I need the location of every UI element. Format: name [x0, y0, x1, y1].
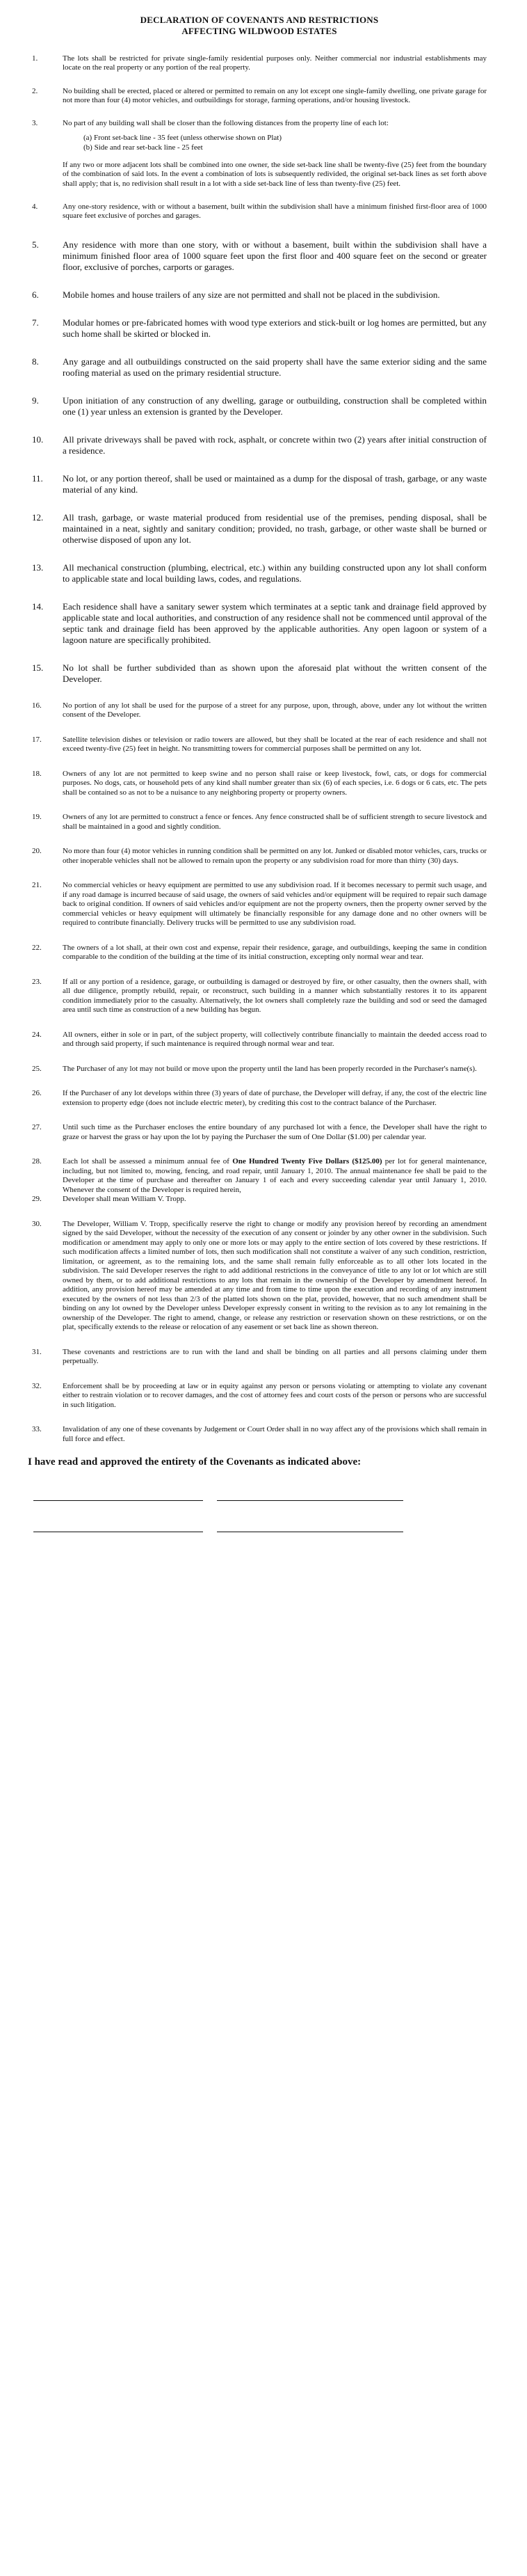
covenant-item	[32, 473, 487, 495]
covenant-item	[32, 1123, 487, 1142]
covenant-item	[32, 356, 487, 379]
covenant-body: Owners of any lot are not permitted to keep swine and no person shall raise or keep livestock, fowl, cats, or dogs for commercial purposes. No dogs, cats, or household pets of any kind shall number greater than six (6) of each species, i.e. 6 dogs or 6 cats, etc. The pets shall be contained so as not to be a nuisance to any neighboring property or property owners.	[63, 769, 487, 797]
covenant-text	[63, 1220, 487, 1333]
covenant-text	[63, 119, 487, 189]
covenant-number: 6.	[32, 289, 39, 300]
covenant-body: No more than four (4) motor vehicles in running condition shall be permitted on any lot. Junked or disabled motor vehicles, cars, trucks or other inoperable vehicles shall not be allowed to remain upon the property or any subdivision road for more than thirty (30) days.	[63, 847, 487, 865]
covenant-number: 25.	[32, 1064, 42, 1073]
covenant-text	[63, 434, 487, 456]
covenant-number: 16.	[32, 701, 42, 710]
covenant-text	[63, 1195, 487, 1204]
covenant-text	[63, 601, 487, 646]
covenant-number: 18.	[32, 769, 42, 778]
covenant-item	[32, 1157, 487, 1195]
covenant-item	[32, 601, 487, 646]
covenant-number: 26.	[32, 1089, 42, 1098]
covenant-item	[32, 562, 487, 585]
signature-line[interactable]	[33, 1500, 203, 1501]
covenant-text	[63, 87, 487, 106]
covenant-body: No lot shall be further subdivided than as shown upon the aforesaid plat without the written consent of the Developer.	[63, 662, 487, 684]
covenant-number: 29.	[32, 1195, 42, 1204]
covenant-text	[63, 356, 487, 379]
covenant-number: 22.	[32, 943, 42, 952]
covenant-body: Any residence with more than one story, with or without a basement, built within the subdivision shall have a minimum finished floor area of 1000 square feet upon the first floor and 400 square feet on the second or greater floor, exclusive of porches, carports or garages.	[63, 239, 487, 272]
covenant-item	[32, 736, 487, 754]
fee-text-before: Each lot shall be assessed a minimum annual fee of	[63, 1157, 233, 1166]
covenant-text	[63, 395, 487, 418]
fee-text-after: per lot for general maintenance, including, but not limited to, mowing, fencing, and road repair, until January 1, 2010. The annual maintenance fee shall be paid to the Developer at the time of purchase and thereafter on January 1 of each and every succeeding calendar year until January 1, 2010. Whenever the consent of the Developer is required herein,	[63, 1157, 487, 1194]
covenant-text	[63, 317, 487, 340]
covenant-item	[32, 662, 487, 685]
covenant-body: Any garage and all outbuildings constructed on the said property shall have the same exterior siding and the same roofing material as used on the primary residential structure.	[63, 356, 487, 378]
covenant-text	[63, 1348, 487, 1367]
covenant-body: Until such time as the Purchaser encloses the entire boundary of any purchased lot with a fence, the Developer shall have the right to graze or harvest the grass or hay upon the lot by paying the Purchaser the sum of One Dollar ($1.00) per calendar year.	[63, 1123, 487, 1141]
covenant-number: 14.	[32, 601, 44, 612]
covenant-item	[32, 1220, 487, 1333]
covenant-item	[32, 1089, 487, 1108]
covenant-item	[32, 1031, 487, 1049]
covenant-body: Modular homes or pre-fabricated homes with wood type exteriors and stick-built or log homes are permitted, but any such home shall be skirted or blocked in.	[63, 317, 487, 339]
covenant-item	[32, 978, 487, 1015]
covenant-body: Invalidation of any one of these covenants by Judgement or Court Order shall in no way affect any of the provisions which shall remain in full force and effect.	[63, 1425, 487, 1443]
covenant-text	[63, 1425, 487, 1444]
covenant-body: Any one-story residence, with or without a basement, built within the subdivision shall have a minimum finished first-floor area of 1000 square feet exclusive of porches and garages.	[63, 202, 487, 221]
covenant-text	[63, 202, 487, 221]
covenant-item	[32, 202, 487, 221]
covenant-text	[63, 239, 487, 273]
covenant-text	[63, 289, 487, 301]
covenant-number: 4.	[32, 202, 38, 211]
covenant-item	[32, 119, 487, 189]
date-line[interactable]	[217, 1500, 403, 1501]
covenant-item	[32, 944, 487, 962]
covenant-item	[32, 813, 487, 832]
covenant-text	[63, 978, 487, 1015]
covenant-body: All owners, either in sole or in part, of the subject property, will collectively contribute financially to maintain the deeded access road to and through said property, if such maintenance is required through normal wear and tear.	[63, 1030, 487, 1049]
covenant-text	[63, 562, 487, 585]
signature-row-1	[32, 1500, 487, 1501]
covenant-text	[63, 1382, 487, 1410]
covenant-text	[63, 944, 487, 962]
covenant-body: Developer shall mean William V. Tropp.	[63, 1195, 186, 1204]
covenant-text	[63, 770, 487, 798]
covenant-number: 19.	[32, 813, 42, 822]
covenant-number: 21.	[32, 881, 42, 890]
covenant-item	[32, 317, 487, 340]
covenant-body: No building shall be erected, placed or altered or permitted to remain on any lot except one single-family dwelling, one private garage for not more than four (4) motor vehicles, and outbuildings for storage, farming operations, and/or housing livestock.	[63, 86, 487, 104]
covenant-body: The lots shall be restricted for private single-family residential purposes only. Neither commercial nor industrial establishments may locate on the real property or any portion of the real property.	[63, 54, 487, 72]
covenant-text	[63, 1157, 487, 1195]
covenant-body: If the Purchaser of any lot develops within three (3) years of date of purchase, the Developer will defray, if any, the cost of the electric line extension to property edge (does not include electric meter), by crediting this cost to the contract balance of the Purchaser.	[63, 1089, 487, 1107]
covenant-number: 33.	[32, 1425, 42, 1434]
covenant-body: Owners of any lot are permitted to construct a fence or fences. Any fence constructed shall be of sufficient strength to secure livestock and shall be maintained in a good and sightly condition.	[63, 813, 487, 831]
covenant-number: 3.	[32, 119, 38, 128]
setback-item: (b) Side and rear set-back line - 25 feet	[83, 143, 203, 152]
covenant-number: 15.	[32, 662, 44, 673]
covenant-body: All private driveways shall be paved with rock, asphalt, or concrete within two (2) years after initial construction of a residence.	[63, 434, 487, 456]
covenant-item	[32, 881, 487, 928]
covenant-body: Each residence shall have a sanitary sewer system which terminates at a septic tank and drainage field approved by applicable state and local authorities, and construction of any residence shall not be commenced until approval of the septic tank and drainage field has been approved by the applicable authorities. Any open lagoon or system of a lagoon nature are specifically prohibited.	[63, 601, 487, 645]
covenant-number: 13.	[32, 562, 44, 573]
covenant-number: 1.	[32, 54, 38, 63]
covenant-number: 32.	[32, 1381, 42, 1390]
covenant-item	[32, 512, 487, 546]
covenant-item	[32, 1065, 487, 1074]
covenant-body: Upon initiation of any construction of any dwelling, garage or outbuilding, construction shall be completed within one (1) year unless an extension is granted by the Developer.	[63, 395, 487, 417]
document-title-line-1: DECLARATION OF COVENANTS AND RESTRICTIONS	[140, 15, 379, 25]
covenant-item	[32, 87, 487, 106]
covenant-text	[63, 736, 487, 754]
covenant-number: 28.	[32, 1157, 42, 1166]
covenant-body: No portion of any lot shall be used for the purpose of a street for any purpose, upon, through, above, under any lot without the written consent of the Developer.	[63, 701, 487, 719]
covenant-number: 5.	[32, 239, 39, 250]
covenant-number: 7.	[32, 317, 39, 328]
covenant-item	[32, 434, 487, 456]
setback-list	[63, 134, 487, 152]
covenant-body-continued: If any two or more adjacent lots shall be combined into one owner, the side set-back line shall be twenty-five (25) feet from the boundary of the combination of said lots. In the event a combination of lots is subsequently redivided, the original set-back lines as set forth above shall apply; that is, no redivision shall result in a lot with a side set-back line of less than twenty-five (25) feet.	[63, 161, 487, 188]
covenant-item	[32, 289, 487, 301]
document-title-line-2: AFFECTING WILDWOOD ESTATES	[181, 26, 337, 36]
covenant-body: Satellite television dishes or television or radio towers are allowed, but they shall be located at the rear of each residence and shall not exceed twenty-five (25) feet in height. No transmitting towers for commercial purposes shall be permitted on any lot.	[63, 735, 487, 754]
covenant-body: The Purchaser of any lot may not build or move upon the property until the land has been properly recorded in the Purchaser's name(s).	[63, 1064, 477, 1073]
covenant-item	[32, 1382, 487, 1410]
covenant-text	[63, 1089, 487, 1108]
covenant-body: These covenants and restrictions are to run with the land and shall be binding on all parties and all persons claiming under them perpetually.	[63, 1347, 487, 1366]
covenant-number: 12.	[32, 511, 44, 523]
covenant-body: Enforcement shall be by proceeding at law or in equity against any person or persons violating or attempting to violate any covenant either to restrain violation or to recover damages, and the cost of attorney fees and court costs of the person or persons who are successful in such litigation.	[63, 1381, 487, 1409]
covenant-text	[63, 54, 487, 73]
covenant-number: 9.	[32, 395, 39, 406]
covenant-number: 20.	[32, 847, 42, 856]
covenant-number: 23.	[32, 977, 42, 986]
covenant-body: If all or any portion of a residence, garage, or outbuilding is damaged or destroyed by fire, or other casualty, then the owners shall, with all due diligence, promptly rebuild, repair, or reconstruct, such building in a manner which substantially restores it to its apparent condition immediately prior to the casualty. Alternatively, the lot owners shall completely raze the building and sod or seed the damaged area until such time as construction of a new building has begun.	[63, 977, 487, 1015]
covenant-text	[63, 813, 487, 832]
covenant-body: The Developer, William V. Tropp, specifically reserve the right to change or modify any provision hereof by recording an amendment signed by the said Developer, without the necessity of the execution of any consent or joinder by any other owner in the subdivision. Such modification or amendment may apply to only one or more lots or may apply to the entire section of lots covered by these restrictions. If such modification affects a limited number of lots, then such modification shall not constitute a waiver of any such condition, restriction, limitation, or agreement, as to the remaining lots, and the same shall remain fully enforceable as to all other lots located in the subdivision. The said Developer reserves the right to add additional restrictions in the conveyance of title to any lot or lot which are still owned by them, or to add additional restrictions to any lots that remain in the ownership of the Developer by amendment hereof. In addition, any provision hereof may be amended at any time and from time to time upon the execution and recording of any instrument executed by the owners of not less than 2/3 of the platted lots shown on the plat, provided, however, that no such amendment shall be binding on any lot owned by the Developer unless Developer expressly consent in writing to the revision as to any lot remaining in the ownership of the Developer. The right to amend, change, or release any restriction or reservation shown on these restrictions, or on the plat, specifically extends to the release or relocation of any easement or set back line as shown thereon.	[63, 1219, 487, 1332]
setback-item: (a) Front set-back line - 35 feet (unless otherwise shown on Plat)	[83, 134, 282, 143]
covenant-item	[32, 1425, 487, 1444]
covenant-item	[32, 847, 487, 866]
covenant-number: 8.	[32, 356, 39, 367]
covenant-body: No commercial vehicles or heavy equipment are permitted to use any subdivision road. If it becomes necessary to permit such usage, and if any road damage is incurred because of said usage, the owners of said vehicles and/or equipment will be required to repair such damage back to original condition. If owners of said vehicles and/or equipment are not the property owners, then the property owner served by the commercial vehicles or heavy equipment will ultimately be financially responsible for any damage done and no other owners will be required to contribute financially. Delivery trucks will be permitted to use any subdivision road.	[63, 881, 487, 928]
covenant-body: The owners of a lot shall, at their own cost and expense, repair their residence, garage, and outbuildings, keeping the same in condition comparable to the condition of the building at the time of its initial construction, excepting only normal wear and tear.	[63, 943, 487, 962]
covenant-number: 24.	[32, 1030, 42, 1039]
covenant-text	[63, 473, 487, 495]
covenant-item	[32, 770, 487, 798]
covenant-number: 30.	[32, 1219, 42, 1228]
covenant-number: 17.	[32, 735, 42, 744]
acknowledgement-statement: I have read and approved the entirety of the Covenants as indicated above:	[28, 1456, 362, 1468]
covenant-text	[63, 662, 487, 685]
covenant-text	[63, 1065, 487, 1074]
covenant-number: 10.	[32, 434, 44, 445]
covenant-item	[32, 54, 487, 73]
covenant-list	[32, 54, 487, 1444]
covenant-text	[63, 701, 487, 720]
covenant-number: 31.	[32, 1347, 42, 1356]
covenant-text	[63, 847, 487, 866]
covenant-number: 11.	[32, 472, 43, 484]
covenant-item	[32, 701, 487, 720]
covenant-item	[32, 1348, 487, 1367]
covenant-item	[32, 1195, 487, 1204]
covenant-number: 2.	[32, 86, 38, 95]
covenant-text	[63, 1031, 487, 1049]
covenant-text	[63, 881, 487, 928]
covenant-number: 27.	[32, 1123, 42, 1132]
covenant-body: No part of any building wall shall be closer than the following distances from the property line of each lot:	[63, 119, 389, 128]
covenant-item	[32, 395, 487, 418]
fee-amount: One Hundred Twenty Five Dollars ($125.00)	[232, 1157, 382, 1166]
covenant-body: No lot, or any portion thereof, shall be used or maintained as a dump for the disposal of trash, garbage, or any waste material of any kind.	[63, 472, 487, 495]
covenant-body: Mobile homes and house trailers of any size are not permitted and shall not be placed in the subdivision.	[63, 289, 440, 300]
covenant-body: All mechanical construction (plumbing, electrical, etc.) within any building constructed upon any lot shall conform to applicable state and local building laws, codes, and regulations.	[63, 562, 487, 584]
covenant-text	[63, 1123, 487, 1142]
covenant-text	[63, 512, 487, 546]
covenant-item	[32, 239, 487, 273]
covenant-body: All trash, garbage, or waste material produced from residential use of the premises, pending disposal, shall be maintained in a neat, sightly and sanitary condition; provided, no trash, garbage, or other waste shall be burned or otherwise disposed of upon any lot.	[63, 511, 487, 545]
